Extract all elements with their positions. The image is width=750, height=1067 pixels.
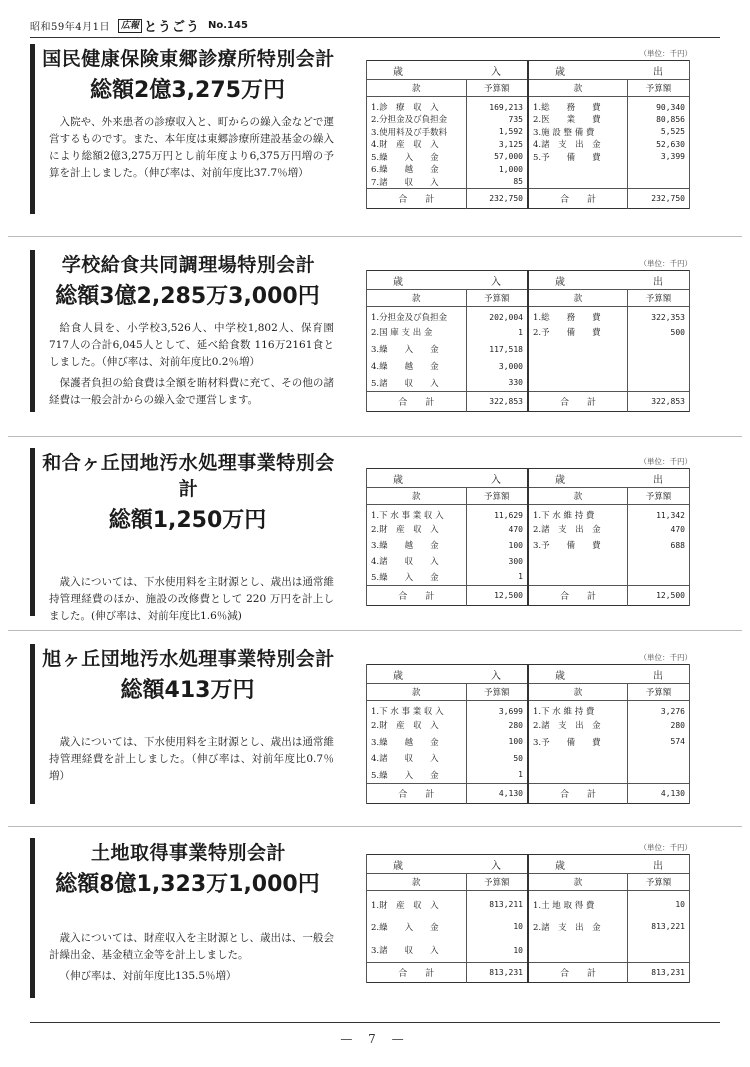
- section-land-acquisition: [30, 838, 720, 998]
- col-item: 款: [528, 684, 628, 701]
- expense-item: [528, 375, 628, 392]
- revenue-header: [367, 855, 528, 874]
- revenue-header: [367, 271, 528, 290]
- revenue-item: 5.繰 入 金: [367, 151, 467, 164]
- divider: [8, 630, 742, 631]
- revenue-header-b: 入: [490, 670, 501, 682]
- revenue-item: 2.分担金及び負担金: [367, 113, 467, 126]
- total-row: [367, 783, 690, 803]
- footer-rule: [30, 1022, 720, 1023]
- budget-table: [366, 664, 690, 804]
- revenue-header: [367, 665, 528, 684]
- expense-item: 4.諸 支 出 金: [528, 138, 628, 151]
- table-row: [367, 176, 690, 189]
- revenue-amount: 3,699: [466, 701, 528, 718]
- expense-item: [528, 767, 628, 784]
- revenue-header-b: 入: [490, 860, 501, 872]
- col-amount: 予算額: [628, 684, 690, 701]
- unit-label: （単位：千円）: [639, 49, 692, 58]
- revenue-header-a: 歳: [393, 66, 403, 78]
- col-item: 款: [528, 488, 628, 505]
- section-summary: [30, 44, 340, 214]
- table-row: [367, 505, 690, 522]
- revenue-item: 2.繰 入 金: [367, 915, 467, 939]
- expense-item: 2.予 備 費: [528, 324, 628, 341]
- revenue-header-b: 入: [490, 66, 501, 78]
- section-description: 歳入については、下水使用料を主財源とし、歳出は通常維持管理経費を計上しました。（伸び率は、対前年度比0.7％増）: [49, 736, 334, 782]
- expense-header-a: 歳: [554, 276, 565, 288]
- table-row: [367, 939, 690, 963]
- revenue-total-label: 合 計: [367, 585, 467, 605]
- expense-header-b: 出: [653, 670, 663, 682]
- table-row: [367, 750, 690, 767]
- total-row: [367, 188, 690, 208]
- section-description: 入院や、外来患者の診療収入と、町からの繰入金などで運営するものです。また、本年度は東郷診療所建設基金の繰入により総額2億3,275万円とし前年度より6,375万円増の予算を計上しました。（伸び率は、対前年度比37.7％増）: [49, 116, 334, 179]
- table-row: [367, 891, 690, 915]
- section-description: 歳入については、下水使用料を主財源とし、歳出は通常維持管理経費のほか、施設の改修費として 220 万円を計上しました。(伸び率は、対前年度比1.6％減): [49, 576, 334, 622]
- revenue-total-label: 合 計: [367, 188, 467, 208]
- revenue-header-a: 歳: [393, 276, 403, 288]
- revenue-amount: 50: [466, 750, 528, 767]
- revenue-item: 3.諸 収 入: [367, 939, 467, 963]
- revenue-amount: 1: [466, 324, 528, 341]
- revenue-item: 3.繰 越 金: [367, 537, 467, 553]
- expense-amount: [628, 341, 690, 358]
- revenue-item: 2.財 産 収 入: [367, 717, 467, 734]
- expense-amount: [628, 375, 690, 392]
- expense-amount: [628, 767, 690, 784]
- table-row: [367, 375, 690, 392]
- col-amount: 予算額: [628, 874, 690, 891]
- col-item: 款: [367, 488, 467, 505]
- col-amount: 予算額: [628, 290, 690, 307]
- divider: [8, 236, 742, 237]
- expense-item: 2.諸 支 出 金: [528, 915, 628, 939]
- col-amount: 予算額: [466, 684, 528, 701]
- expense-header: [528, 469, 690, 488]
- expense-item: [528, 750, 628, 767]
- expense-item: [528, 569, 628, 585]
- section-asahigaoka-sewage: [30, 644, 720, 804]
- newsletter-logo: [118, 16, 200, 35]
- revenue-total-label: 合 計: [367, 392, 467, 412]
- table-row: [367, 341, 690, 358]
- table-row: [367, 113, 690, 126]
- expense-total: 4,130: [628, 783, 690, 803]
- expense-amount: [628, 553, 690, 569]
- table-row: [367, 138, 690, 151]
- section-total: 総額1,250万円: [108, 508, 267, 533]
- revenue-header-b: 入: [490, 474, 501, 486]
- expense-item: 1.下 水 維 持 費: [528, 505, 628, 522]
- expense-total-label: 合 計: [528, 963, 628, 983]
- revenue-amount: 813,211: [466, 891, 528, 915]
- revenue-amount: 169,213: [466, 97, 528, 114]
- section-title: 国民健康保険東郷診療所特別会計: [42, 48, 335, 70]
- expense-header-b: 出: [653, 860, 663, 872]
- expense-item: 1.土 地 取 得 費: [528, 891, 628, 915]
- expense-item: 1.総 務 費: [528, 97, 628, 114]
- col-item: 款: [367, 684, 467, 701]
- expense-total-label: 合 計: [528, 188, 628, 208]
- revenue-total: 4,130: [466, 783, 528, 803]
- table-row: [367, 97, 690, 114]
- budget-table: [366, 468, 690, 606]
- revenue-total-label: 合 計: [367, 963, 467, 983]
- expense-total-label: 合 計: [528, 392, 628, 412]
- table-row: [367, 358, 690, 375]
- revenue-item: 1.下 水 事 業 収 入: [367, 701, 467, 718]
- revenue-amount: 11,629: [466, 505, 528, 522]
- section-description: 給食人員を、小学校3,526人、中学校1,802人、保育園717人の合計6,045人として、延べ給食数 116万2161食としました。（伸び率は、対前年度比0.2％増）: [49, 322, 334, 368]
- col-amount: 予算額: [466, 80, 528, 97]
- revenue-item: 3.繰 入 金: [367, 341, 467, 358]
- expense-total-label: 合 計: [528, 585, 628, 605]
- budget-table: [366, 60, 690, 209]
- revenue-amount: 117,518: [466, 341, 528, 358]
- revenue-item: 4.諸 収 入: [367, 750, 467, 767]
- revenue-header-b: 入: [490, 276, 501, 288]
- section-summary: [30, 644, 340, 804]
- section-school-lunch: [30, 250, 720, 412]
- table-row: [367, 151, 690, 164]
- expense-item: [528, 341, 628, 358]
- section-description-note: 保護者負担の給食費は全額を賄材料費に充て、その他の諸経費は一般会計からの繰入金で運営します。: [49, 377, 334, 406]
- expense-amount: 3,276: [628, 701, 690, 718]
- table-row: [367, 701, 690, 718]
- total-row: [367, 392, 690, 412]
- divider: [8, 826, 742, 827]
- revenue-amount: 202,004: [466, 307, 528, 324]
- table-row: [367, 569, 690, 585]
- expense-item: 1.下 水 維 持 費: [528, 701, 628, 718]
- expense-header-a: 歳: [554, 474, 565, 486]
- expense-header: [528, 665, 690, 684]
- revenue-amount: 1: [466, 569, 528, 585]
- divider: [8, 436, 742, 437]
- page-number: — 7 —: [340, 1032, 410, 1046]
- section-title: 和合ヶ丘団地汚水処理事業特別会計: [42, 452, 335, 500]
- col-item: 款: [528, 874, 628, 891]
- revenue-amount: 10: [466, 915, 528, 939]
- revenue-item: 5.諸 収 入: [367, 375, 467, 392]
- expense-header-b: 出: [653, 276, 663, 288]
- revenue-header: [367, 469, 528, 488]
- expense-amount: 90,340: [628, 97, 690, 114]
- revenue-total: 813,231: [466, 963, 528, 983]
- section-total: 総額3億2,285万3,000円: [55, 284, 320, 309]
- revenue-item: 1.下 水 事 業 収 入: [367, 505, 467, 522]
- expense-item: [528, 163, 628, 176]
- revenue-item: 5.繰 入 金: [367, 569, 467, 585]
- col-item: 款: [367, 290, 467, 307]
- budget-table: [366, 854, 690, 983]
- expense-amount: 52,630: [628, 138, 690, 151]
- expense-amount: 500: [628, 324, 690, 341]
- expense-total: 813,231: [628, 963, 690, 983]
- revenue-item: 4.繰 越 金: [367, 358, 467, 375]
- table-row: [367, 717, 690, 734]
- section-summary: [30, 250, 340, 412]
- revenue-amount: 1: [466, 767, 528, 784]
- issue-number: No.145: [207, 20, 248, 31]
- section-title: 学校給食共同調理場特別会計: [61, 254, 316, 276]
- revenue-item: 2.財 産 収 入: [367, 521, 467, 537]
- unit-label: （単位：千円）: [639, 843, 692, 852]
- expense-amount: 10: [628, 891, 690, 915]
- budget-table: [366, 270, 690, 412]
- expense-item: 1.総 務 費: [528, 307, 628, 324]
- total-row: [367, 585, 690, 605]
- revenue-amount: 300: [466, 553, 528, 569]
- revenue-item: 5.繰 入 金: [367, 767, 467, 784]
- table-row: [367, 307, 690, 324]
- revenue-header: [367, 61, 528, 80]
- logo-name: とうごう: [143, 20, 200, 35]
- expense-amount: 5,525: [628, 126, 690, 139]
- section-title: 土地取得事業特別会計: [90, 842, 286, 864]
- table-row: [367, 734, 690, 751]
- expense-total: 12,500: [628, 585, 690, 605]
- table-row: [367, 163, 690, 176]
- col-amount: 予算額: [466, 874, 528, 891]
- table-row: [367, 767, 690, 784]
- section-wagougaoka-sewage: [30, 448, 720, 622]
- col-amount: 予算額: [466, 290, 528, 307]
- revenue-amount: 10: [466, 939, 528, 963]
- table-row: [367, 521, 690, 537]
- table-row: [367, 324, 690, 341]
- col-item: 款: [367, 80, 467, 97]
- expense-amount: 11,342: [628, 505, 690, 522]
- expense-item: [528, 939, 628, 963]
- expense-amount: [628, 569, 690, 585]
- expense-amount: 813,221: [628, 915, 690, 939]
- expense-item: 2.諸 支 出 金: [528, 521, 628, 537]
- revenue-amount: 100: [466, 734, 528, 751]
- expense-amount: [628, 750, 690, 767]
- section-total: 総額413万円: [120, 678, 255, 703]
- revenue-total: 322,853: [466, 392, 528, 412]
- expense-amount: [628, 939, 690, 963]
- expense-header: [528, 61, 690, 80]
- revenue-item: 1.診 療 収 入: [367, 97, 467, 114]
- expense-item: 5.予 備 費: [528, 151, 628, 164]
- col-amount: 予算額: [628, 488, 690, 505]
- revenue-amount: 3,125: [466, 138, 528, 151]
- expense-header-a: 歳: [554, 860, 565, 872]
- revenue-amount: 330: [466, 375, 528, 392]
- revenue-amount: 735: [466, 113, 528, 126]
- revenue-amount: 57,000: [466, 151, 528, 164]
- issue-date: 昭和59年4月1日: [30, 22, 110, 33]
- expense-item: 2.諸 支 出 金: [528, 717, 628, 734]
- revenue-item: 3.繰 越 金: [367, 734, 467, 751]
- section-total: 総額8億1,323万1,000円: [55, 872, 320, 897]
- expense-total-label: 合 計: [528, 783, 628, 803]
- expense-header-b: 出: [653, 66, 663, 78]
- section-description-note: （伸び率は、対前年度比135.5％増）: [59, 970, 237, 982]
- expense-amount: 470: [628, 521, 690, 537]
- expense-amount: 280: [628, 717, 690, 734]
- expense-item: 2.医 業 費: [528, 113, 628, 126]
- revenue-amount: 100: [466, 537, 528, 553]
- revenue-amount: 85: [466, 176, 528, 189]
- revenue-item: 6.繰 越 金: [367, 163, 467, 176]
- col-item: 款: [528, 80, 628, 97]
- revenue-amount: 280: [466, 717, 528, 734]
- col-item: 款: [528, 290, 628, 307]
- revenue-item: 7.諸 収 入: [367, 176, 467, 189]
- section-title: 旭ヶ丘団地汚水処理事業特別会計: [42, 648, 335, 670]
- revenue-item: 1.分担金及び負担金: [367, 307, 467, 324]
- revenue-header-a: 歳: [393, 670, 403, 682]
- revenue-amount: 470: [466, 521, 528, 537]
- expense-amount: 3,399: [628, 151, 690, 164]
- revenue-total: 12,500: [466, 585, 528, 605]
- col-item: 款: [367, 874, 467, 891]
- section-total: 総額2億3,275万円: [90, 78, 285, 103]
- unit-label: （単位：千円）: [639, 653, 692, 662]
- revenue-amount: 1,000: [466, 163, 528, 176]
- expense-item: [528, 553, 628, 569]
- revenue-amount: 3,000: [466, 358, 528, 375]
- expense-amount: 80,856: [628, 113, 690, 126]
- logo-mark: 広報: [118, 19, 142, 33]
- total-row: [367, 963, 690, 983]
- expense-total: 322,853: [628, 392, 690, 412]
- expense-header-a: 歳: [554, 670, 565, 682]
- unit-label: （単位：千円）: [639, 259, 692, 268]
- revenue-header-a: 歳: [393, 474, 403, 486]
- revenue-amount: 1,592: [466, 126, 528, 139]
- expense-item: 3.予 備 費: [528, 734, 628, 751]
- revenue-header-a: 歳: [393, 860, 403, 872]
- col-amount: 予算額: [466, 488, 528, 505]
- col-amount: 予算額: [628, 80, 690, 97]
- expense-item: 3.施 設 整 備 費: [528, 126, 628, 139]
- page-header: [30, 14, 720, 38]
- expense-header-a: 歳: [554, 66, 565, 78]
- revenue-item: 3.使用料及び手数料: [367, 126, 467, 139]
- expense-item: [528, 176, 628, 189]
- expense-header-b: 出: [653, 474, 663, 486]
- revenue-item: 1.財 産 収 入: [367, 891, 467, 915]
- table-row: [367, 537, 690, 553]
- table-row: [367, 126, 690, 139]
- expense-amount: 322,353: [628, 307, 690, 324]
- expense-amount: [628, 163, 690, 176]
- expense-amount: [628, 176, 690, 189]
- revenue-item: 4.諸 収 入: [367, 553, 467, 569]
- section-summary: [30, 838, 340, 998]
- expense-header: [528, 855, 690, 874]
- revenue-item: 4.財 産 収 入: [367, 138, 467, 151]
- expense-header: [528, 271, 690, 290]
- unit-label: （単位：千円）: [639, 457, 692, 466]
- expense-item: 3.予 備 費: [528, 537, 628, 553]
- expense-amount: 574: [628, 734, 690, 751]
- section-clinic: [30, 44, 720, 214]
- table-row: [367, 915, 690, 939]
- table-row: [367, 553, 690, 569]
- expense-total: 232,750: [628, 188, 690, 208]
- expense-amount: [628, 358, 690, 375]
- section-description: 歳入については、財産収入を主財源とし、歳出は、一般会計繰出金、基金積立金等を計上しました。: [49, 932, 334, 961]
- revenue-item: 2.国 庫 支 出 金: [367, 324, 467, 341]
- revenue-total-label: 合 計: [367, 783, 467, 803]
- expense-amount: 688: [628, 537, 690, 553]
- expense-item: [528, 358, 628, 375]
- section-summary: [30, 448, 340, 622]
- revenue-total: 232,750: [466, 188, 528, 208]
